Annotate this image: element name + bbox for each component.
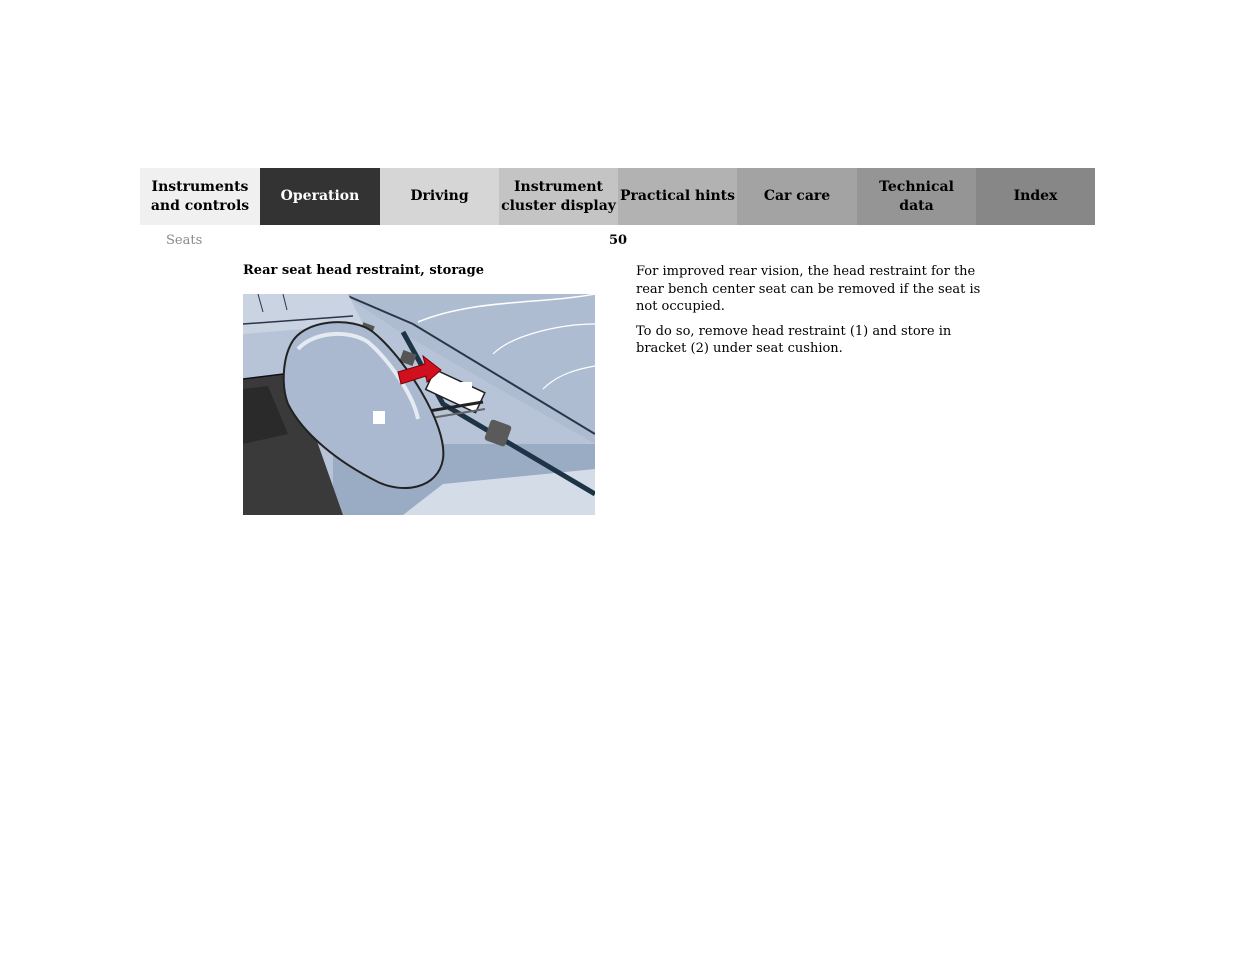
- tab-index[interactable]: [976, 168, 1095, 225]
- tab-label: Driving: [410, 188, 469, 204]
- paragraph: To do so, remove head restraint (1) and store in bracket (2) under seat cushion.: [636, 323, 952, 356]
- tab-driving[interactable]: [380, 168, 499, 225]
- tab-label: Index: [1013, 188, 1058, 204]
- tab-label: Instruments and controls: [150, 178, 250, 214]
- tab-operation[interactable]: [260, 168, 380, 225]
- seat-illustration-drawing: [243, 294, 595, 515]
- chapter-nav: [140, 168, 1095, 225]
- section-label: Seats: [166, 233, 203, 248]
- tab-instruments-and-controls[interactable]: [140, 168, 260, 225]
- tab-technical-data[interactable]: [857, 168, 976, 225]
- paragraph: For improved rear vision, the head restraint for the rear bench center seat can be removed if the seat is not occupied.: [636, 264, 981, 314]
- tab-car-care[interactable]: [737, 168, 857, 225]
- tab-label: Car care: [763, 188, 831, 204]
- tab-label: Instrument cluster display: [501, 178, 616, 214]
- tab-instrument-cluster-display[interactable]: [499, 168, 618, 225]
- tab-label: Technical data: [879, 178, 954, 214]
- tab-label: Practical hints: [619, 188, 736, 204]
- seat-illustration: [243, 294, 595, 515]
- tab-practical-hints[interactable]: [618, 168, 737, 225]
- section-heading: Rear seat head restraint, storage: [243, 263, 484, 278]
- tab-label: Operation: [280, 188, 360, 204]
- page-number: 50: [609, 233, 628, 248]
- body-text: [636, 263, 996, 365]
